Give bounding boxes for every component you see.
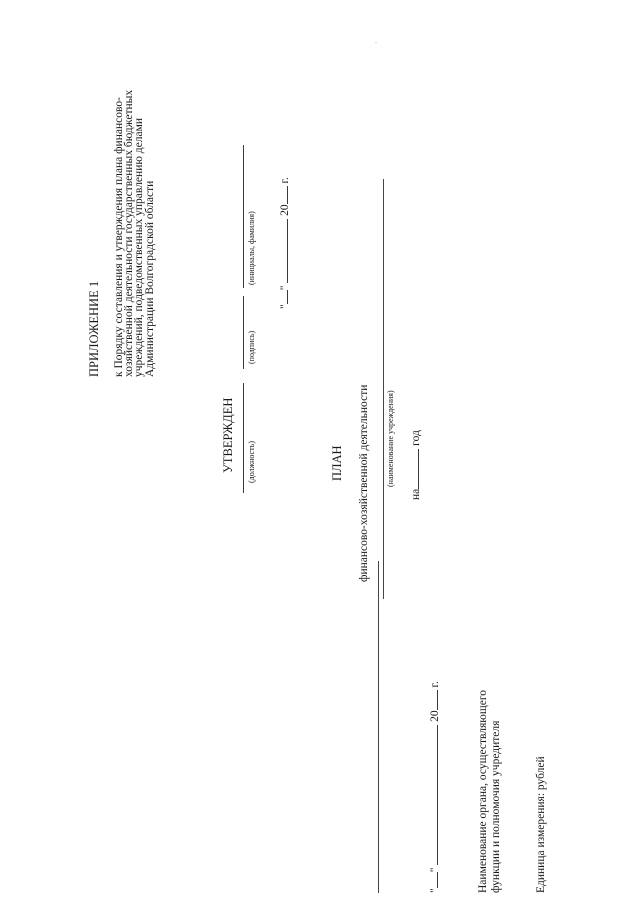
position-caption: (должность)	[247, 441, 256, 483]
units-label: Единица измерения: рублей	[535, 756, 547, 893]
approved-heading: УТВЕРЖДЕН	[221, 397, 235, 473]
founder-label	[477, 690, 503, 893]
plan-year-prefix: на	[410, 488, 422, 500]
document-date-quote-close: "	[429, 867, 441, 873]
plan-year-blank	[407, 449, 419, 489]
initials-caption: (инициалы, фамилия)	[247, 211, 256, 285]
plan-year-suffix: год	[410, 430, 422, 446]
position-line	[243, 383, 244, 493]
document-month-blank	[426, 725, 438, 865]
founder-label-line-2: функции и полномочия учредителя	[490, 720, 502, 893]
approval-date-quote-open: "	[279, 304, 291, 309]
approval-month-blank	[276, 219, 288, 283]
appendix-title: ПРИЛОЖЕНИЕ 1	[87, 280, 101, 377]
appendix-line-2: хозяйственной деятельности государственных бюджетных	[123, 89, 136, 377]
institution-caption: (наименование учреждения)	[386, 390, 395, 487]
document-year-blank	[426, 690, 438, 710]
document-date-century: 20	[429, 710, 441, 722]
appendix-text	[114, 25, 155, 377]
approval-date	[276, 177, 291, 309]
signature-line	[243, 296, 244, 369]
signature-caption: (подпись)	[247, 330, 256, 364]
approval-day-blank	[276, 290, 288, 304]
document-date	[426, 681, 441, 893]
founder-label-line-1: Наименование органа, осуществляющего	[477, 689, 489, 893]
plan-year	[407, 430, 422, 500]
document-date-quote-open: "	[429, 888, 441, 893]
appendix-line-4: Администрации Волгоградской области	[143, 180, 156, 377]
approval-date-century: 20	[279, 204, 291, 216]
scan-speck: ·	[372, 41, 381, 44]
approval-year-blank	[276, 186, 288, 204]
document-day-blank	[426, 872, 438, 888]
founder-name-line	[378, 561, 379, 893]
appendix-line-1: к Порядку составления и утверждения плана финансово-	[113, 97, 125, 377]
institution-line	[383, 179, 384, 599]
approval-date-quote-close: "	[279, 285, 291, 291]
plan-subtitle: финансово-хозяйственной деятельности	[358, 384, 370, 582]
plan-title: ПЛАН	[330, 445, 344, 481]
initials-line	[243, 145, 244, 288]
document-date-suffix: г.	[429, 681, 441, 688]
appendix-line-3: учреждений, подведомственных управлению делами	[133, 117, 146, 377]
approval-date-suffix: г.	[279, 177, 291, 184]
